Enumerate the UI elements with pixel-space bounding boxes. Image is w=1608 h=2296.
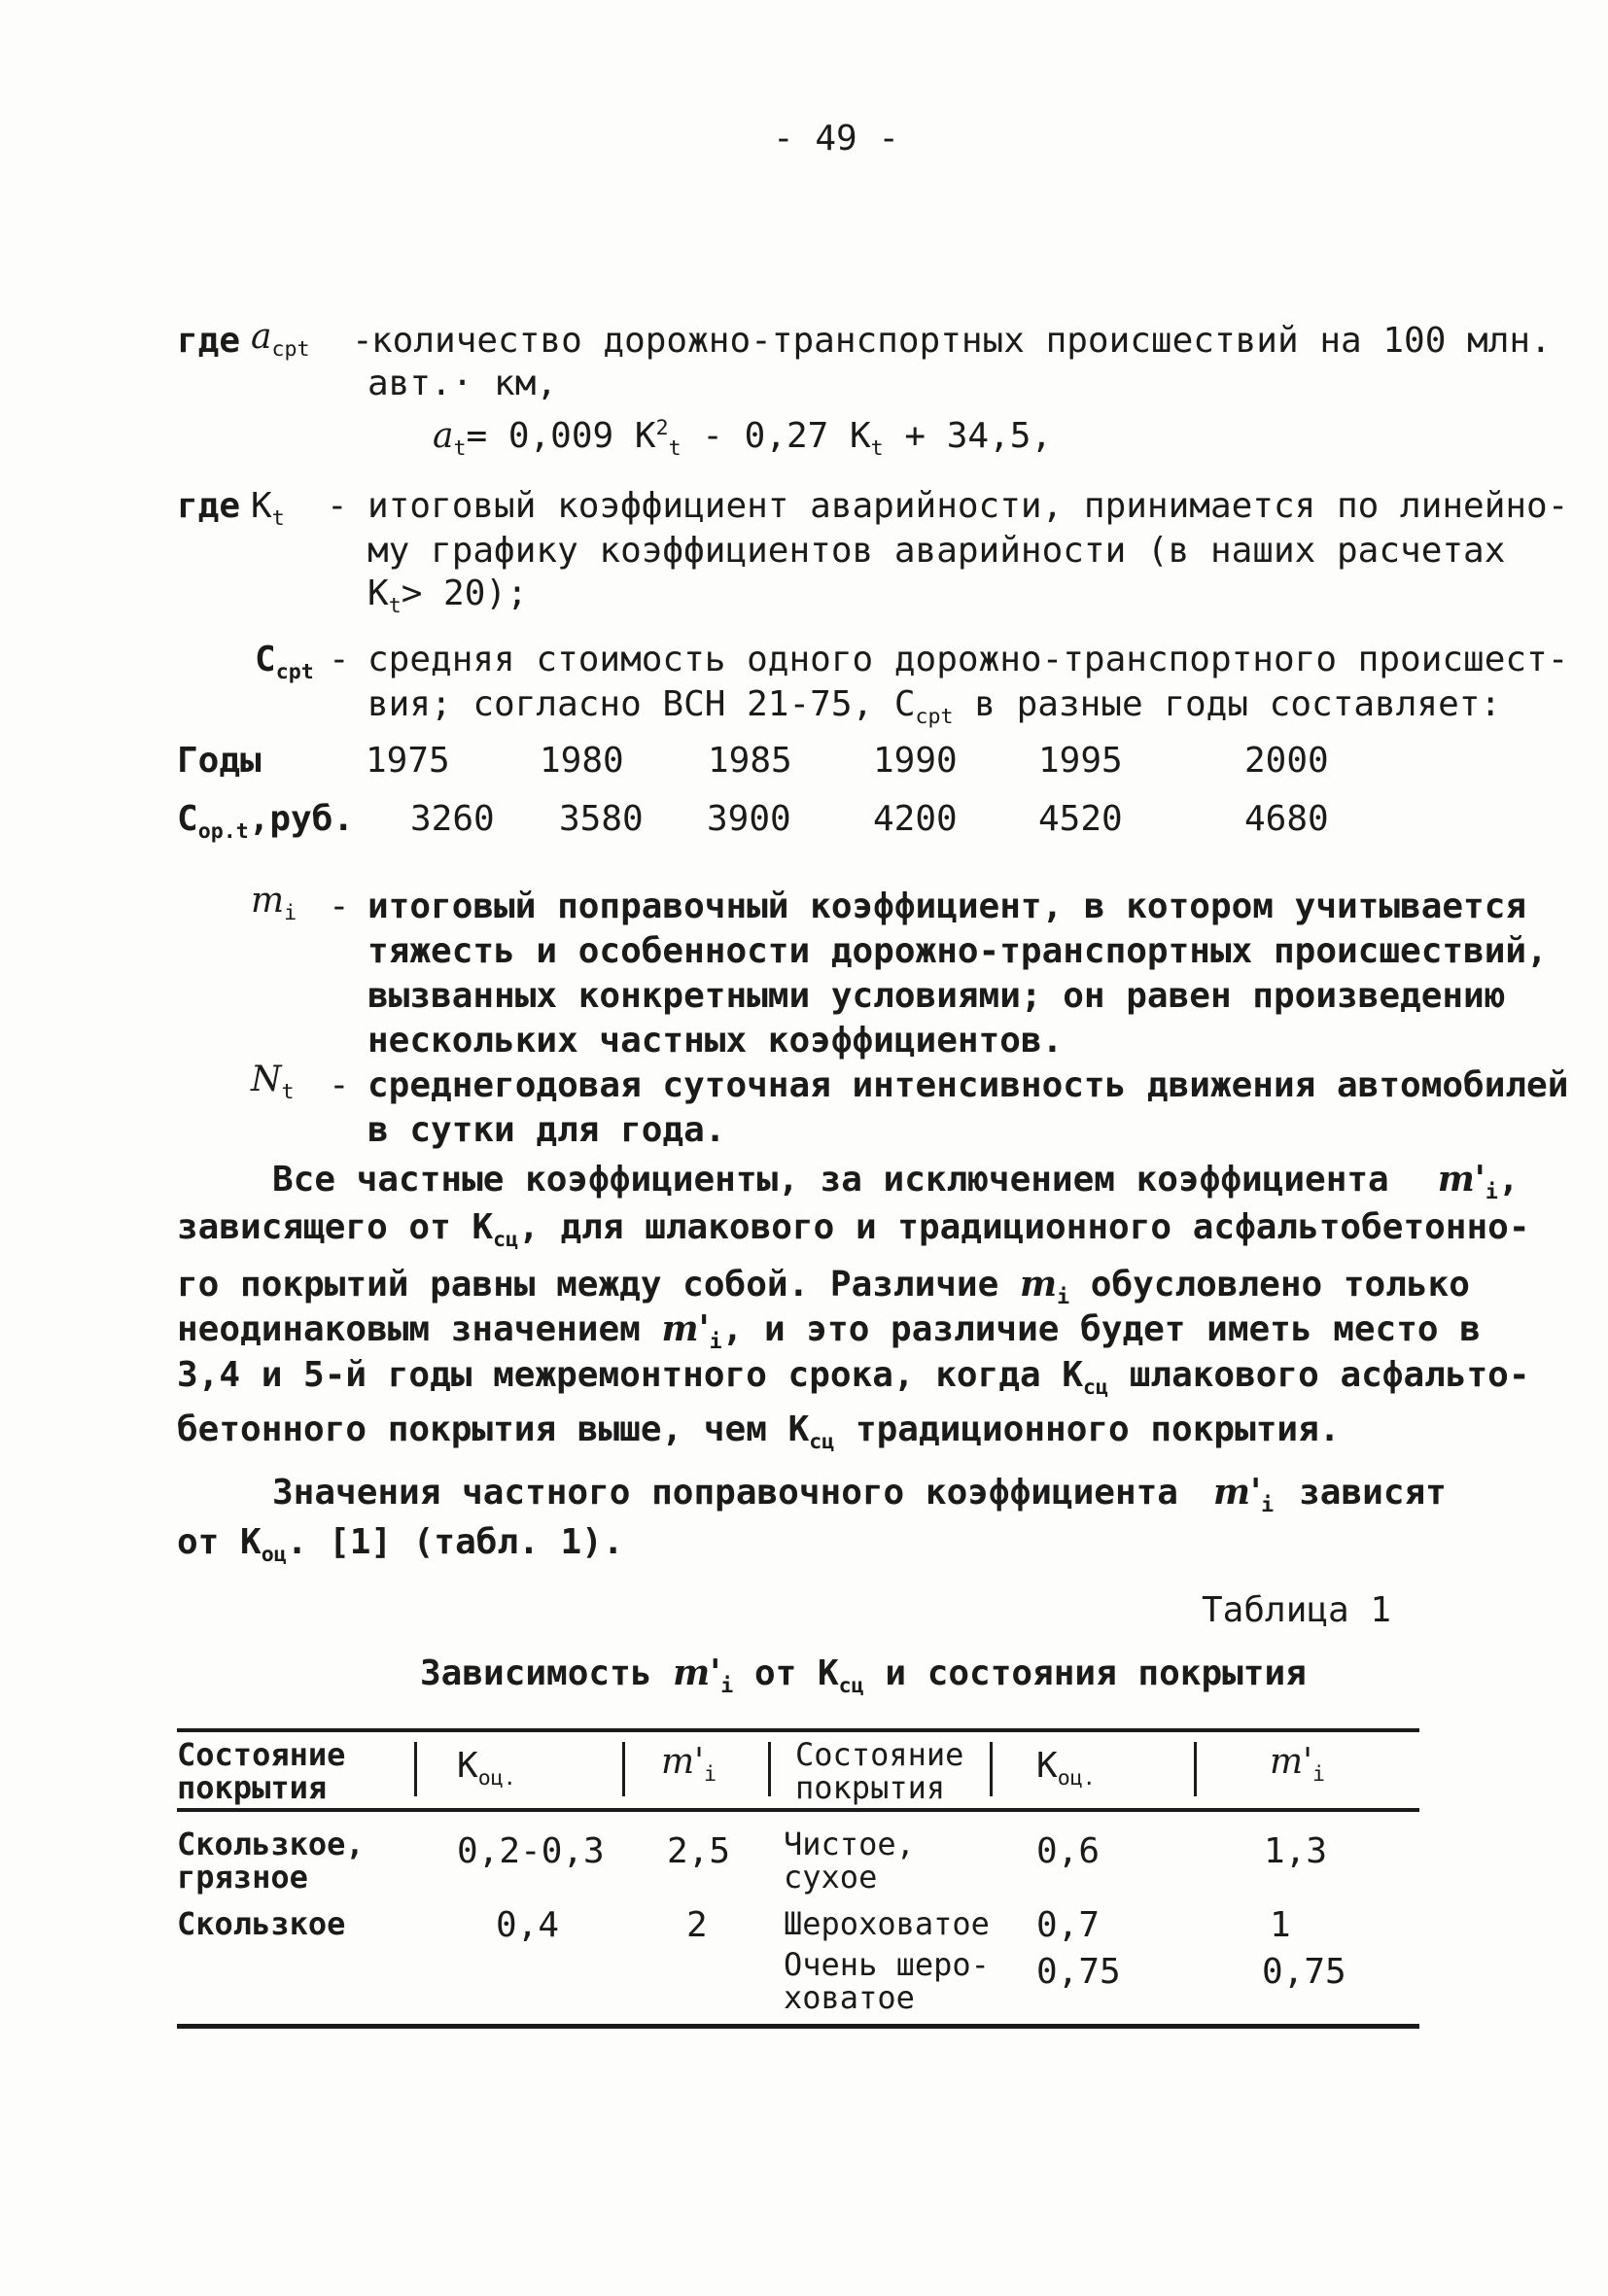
th-sep xyxy=(990,1742,993,1796)
def-ccpt-symbol: $C_{cpt}$ xyxy=(255,640,314,685)
formula: $a_t= 0,009$ $К^2_t - 0,27$ $К_t + 34,5$, xyxy=(433,416,1053,462)
para2-line2: от $К_{оц}$. [1] (табл. 1). xyxy=(177,1522,624,1568)
table-label: Таблица 1 xyxy=(1202,1590,1392,1630)
def-mi-line1: итоговый поправочный коэффициент, в котором учитывается xyxy=(367,887,1527,926)
table-top-rule xyxy=(177,1728,1419,1732)
table-row-left-m: 2,5 xyxy=(667,1831,731,1871)
table-row-right-state: Шероховатое xyxy=(784,1905,990,1942)
para1-line6: бетонного покрытия выше, чем $К_{сц}$ традиционного покрытия. xyxy=(177,1409,1341,1455)
table-row-right-state: Очень шеро- ховатое xyxy=(784,1946,990,2016)
year-cell: 1985 xyxy=(708,741,792,781)
def-acpt-where: где xyxy=(177,321,241,361)
def-kt-line3: $К_t> 20$); xyxy=(367,574,528,619)
cost-cell: 3900 xyxy=(707,799,791,839)
cost-cell: 3260 xyxy=(410,799,495,839)
table-row-right-k: 0,6 xyxy=(1036,1831,1101,1871)
table-row-left-k: 0,4 xyxy=(496,1905,560,1945)
def-acpt-symbol: $a_{cpt}$ xyxy=(251,317,310,363)
years-label: Годы xyxy=(177,741,262,781)
cost-label: $C_{ор.t},руб$. xyxy=(177,799,355,845)
def-acpt-line1: количество дорожно-транспортных происшествий на 100 млн. xyxy=(371,321,1552,361)
cost-cell: 4520 xyxy=(1038,799,1123,839)
year-cell: 1990 xyxy=(873,741,958,781)
th-sep xyxy=(1194,1742,1197,1796)
para1-line4: неодинаковым значением $m'_i$, и это различие будет иметь место в xyxy=(177,1308,1481,1355)
th-m-left: $m'_i$ xyxy=(661,1742,717,1788)
th-sep xyxy=(622,1742,625,1796)
def-nt-line2: в сутки для года. xyxy=(367,1110,726,1150)
year-cell: 1980 xyxy=(540,741,624,781)
page-number: - 49 - xyxy=(773,119,900,158)
def-mi-dash: - xyxy=(329,887,350,926)
cost-cell: 3580 xyxy=(559,799,644,839)
def-ccpt-line2: вия; согласно ВСН 21-75, $C_{cpt}$ в разные годы составляет: xyxy=(367,684,1502,730)
table-header-rule xyxy=(177,1808,1419,1812)
def-nt-dash: - xyxy=(329,1065,350,1105)
def-acpt-dash: - xyxy=(352,321,373,361)
para1-line5: 3,4 и 5-й годы межремонтного срока, когда $К_{сц}$ шлакового асфальто- xyxy=(177,1355,1530,1401)
table-bottom-rule xyxy=(177,2024,1419,2029)
def-mi-symbol: $m_i$ xyxy=(251,881,297,926)
def-acpt-line2: авт.· км, xyxy=(367,364,558,403)
table-row-right-m: 0,75 xyxy=(1262,1952,1346,1992)
def-kt-dash: - xyxy=(327,486,348,526)
table-row-left-state: Скользкое, грязное xyxy=(177,1826,365,1896)
table-row-right-k: 0,7 xyxy=(1036,1905,1101,1945)
table-row-right-state: Чистое, сухое xyxy=(784,1826,915,1896)
th-state-right: Состояние покрытия xyxy=(795,1736,964,1806)
def-ccpt-dash: - xyxy=(329,640,350,679)
def-kt-symbol: $К_t$ xyxy=(251,486,285,532)
cost-cell: 4680 xyxy=(1244,799,1329,839)
para1-line2: зависящего от $К_{сц}$, для шлакового и традиционного асфальтобетонно- xyxy=(177,1207,1530,1253)
table-row-right-m: 1,3 xyxy=(1264,1831,1328,1871)
def-kt-line2: му графику коэффициентов аварийности (в наших расчетах xyxy=(367,531,1506,571)
table-caption: Зависимость $m'_i$ от $К_{сц}$ и состояния покрытия xyxy=(420,1652,1307,1699)
para1-line1: Все частные коэффициенты, за исключением коэффициента $m'_i$, xyxy=(272,1159,1520,1205)
th-state-left: Состояние покрытия xyxy=(177,1736,346,1806)
th-sep xyxy=(768,1742,771,1796)
th-sep xyxy=(414,1742,417,1796)
table-row-left-m: 2 xyxy=(686,1905,708,1945)
def-mi-line2: тяжесть и особенности дорожно-транспортных происшествий, xyxy=(367,931,1548,971)
def-mi-line4: нескольких частных коэффициентов. xyxy=(367,1021,1064,1061)
th-k-left: $К_{оц.}$ xyxy=(457,1746,516,1792)
def-kt-line1: итоговый коэффициент аварийности, принимается по линейно- xyxy=(367,486,1569,526)
table-row-left-k: 0,2-0,3 xyxy=(457,1831,605,1871)
year-cell: 1975 xyxy=(366,741,450,781)
def-ccpt-line1: средняя стоимость одного дорожно-транспортного происшест- xyxy=(367,640,1569,679)
year-cell: 2000 xyxy=(1244,741,1329,781)
para1-line3: го покрытий равны между собой. Различие $m_i$ обусловлено только xyxy=(177,1264,1470,1310)
def-nt-line1: среднегодовая суточная интенсивность движения автомобилей xyxy=(367,1065,1569,1105)
th-k-right: $К_{оц.}$ xyxy=(1036,1746,1096,1792)
year-cell: 1995 xyxy=(1038,741,1123,781)
th-m-right: $m'_i$ xyxy=(1270,1742,1326,1788)
def-kt-where: где xyxy=(177,486,241,526)
para2-line1: Значения частного поправочного коэффициента $m'_i$ зависят xyxy=(272,1472,1447,1518)
table-row-right-m: 1 xyxy=(1270,1905,1291,1945)
table-row-right-k: 0,75 xyxy=(1036,1952,1121,1992)
def-nt-symbol: $N_t$ xyxy=(251,1060,295,1105)
cost-cell: 4200 xyxy=(873,799,958,839)
table-row-left-state: Скользкое xyxy=(177,1905,346,1942)
def-mi-line3: вызванных конкретными условиями; он равен произведению xyxy=(367,976,1506,1016)
